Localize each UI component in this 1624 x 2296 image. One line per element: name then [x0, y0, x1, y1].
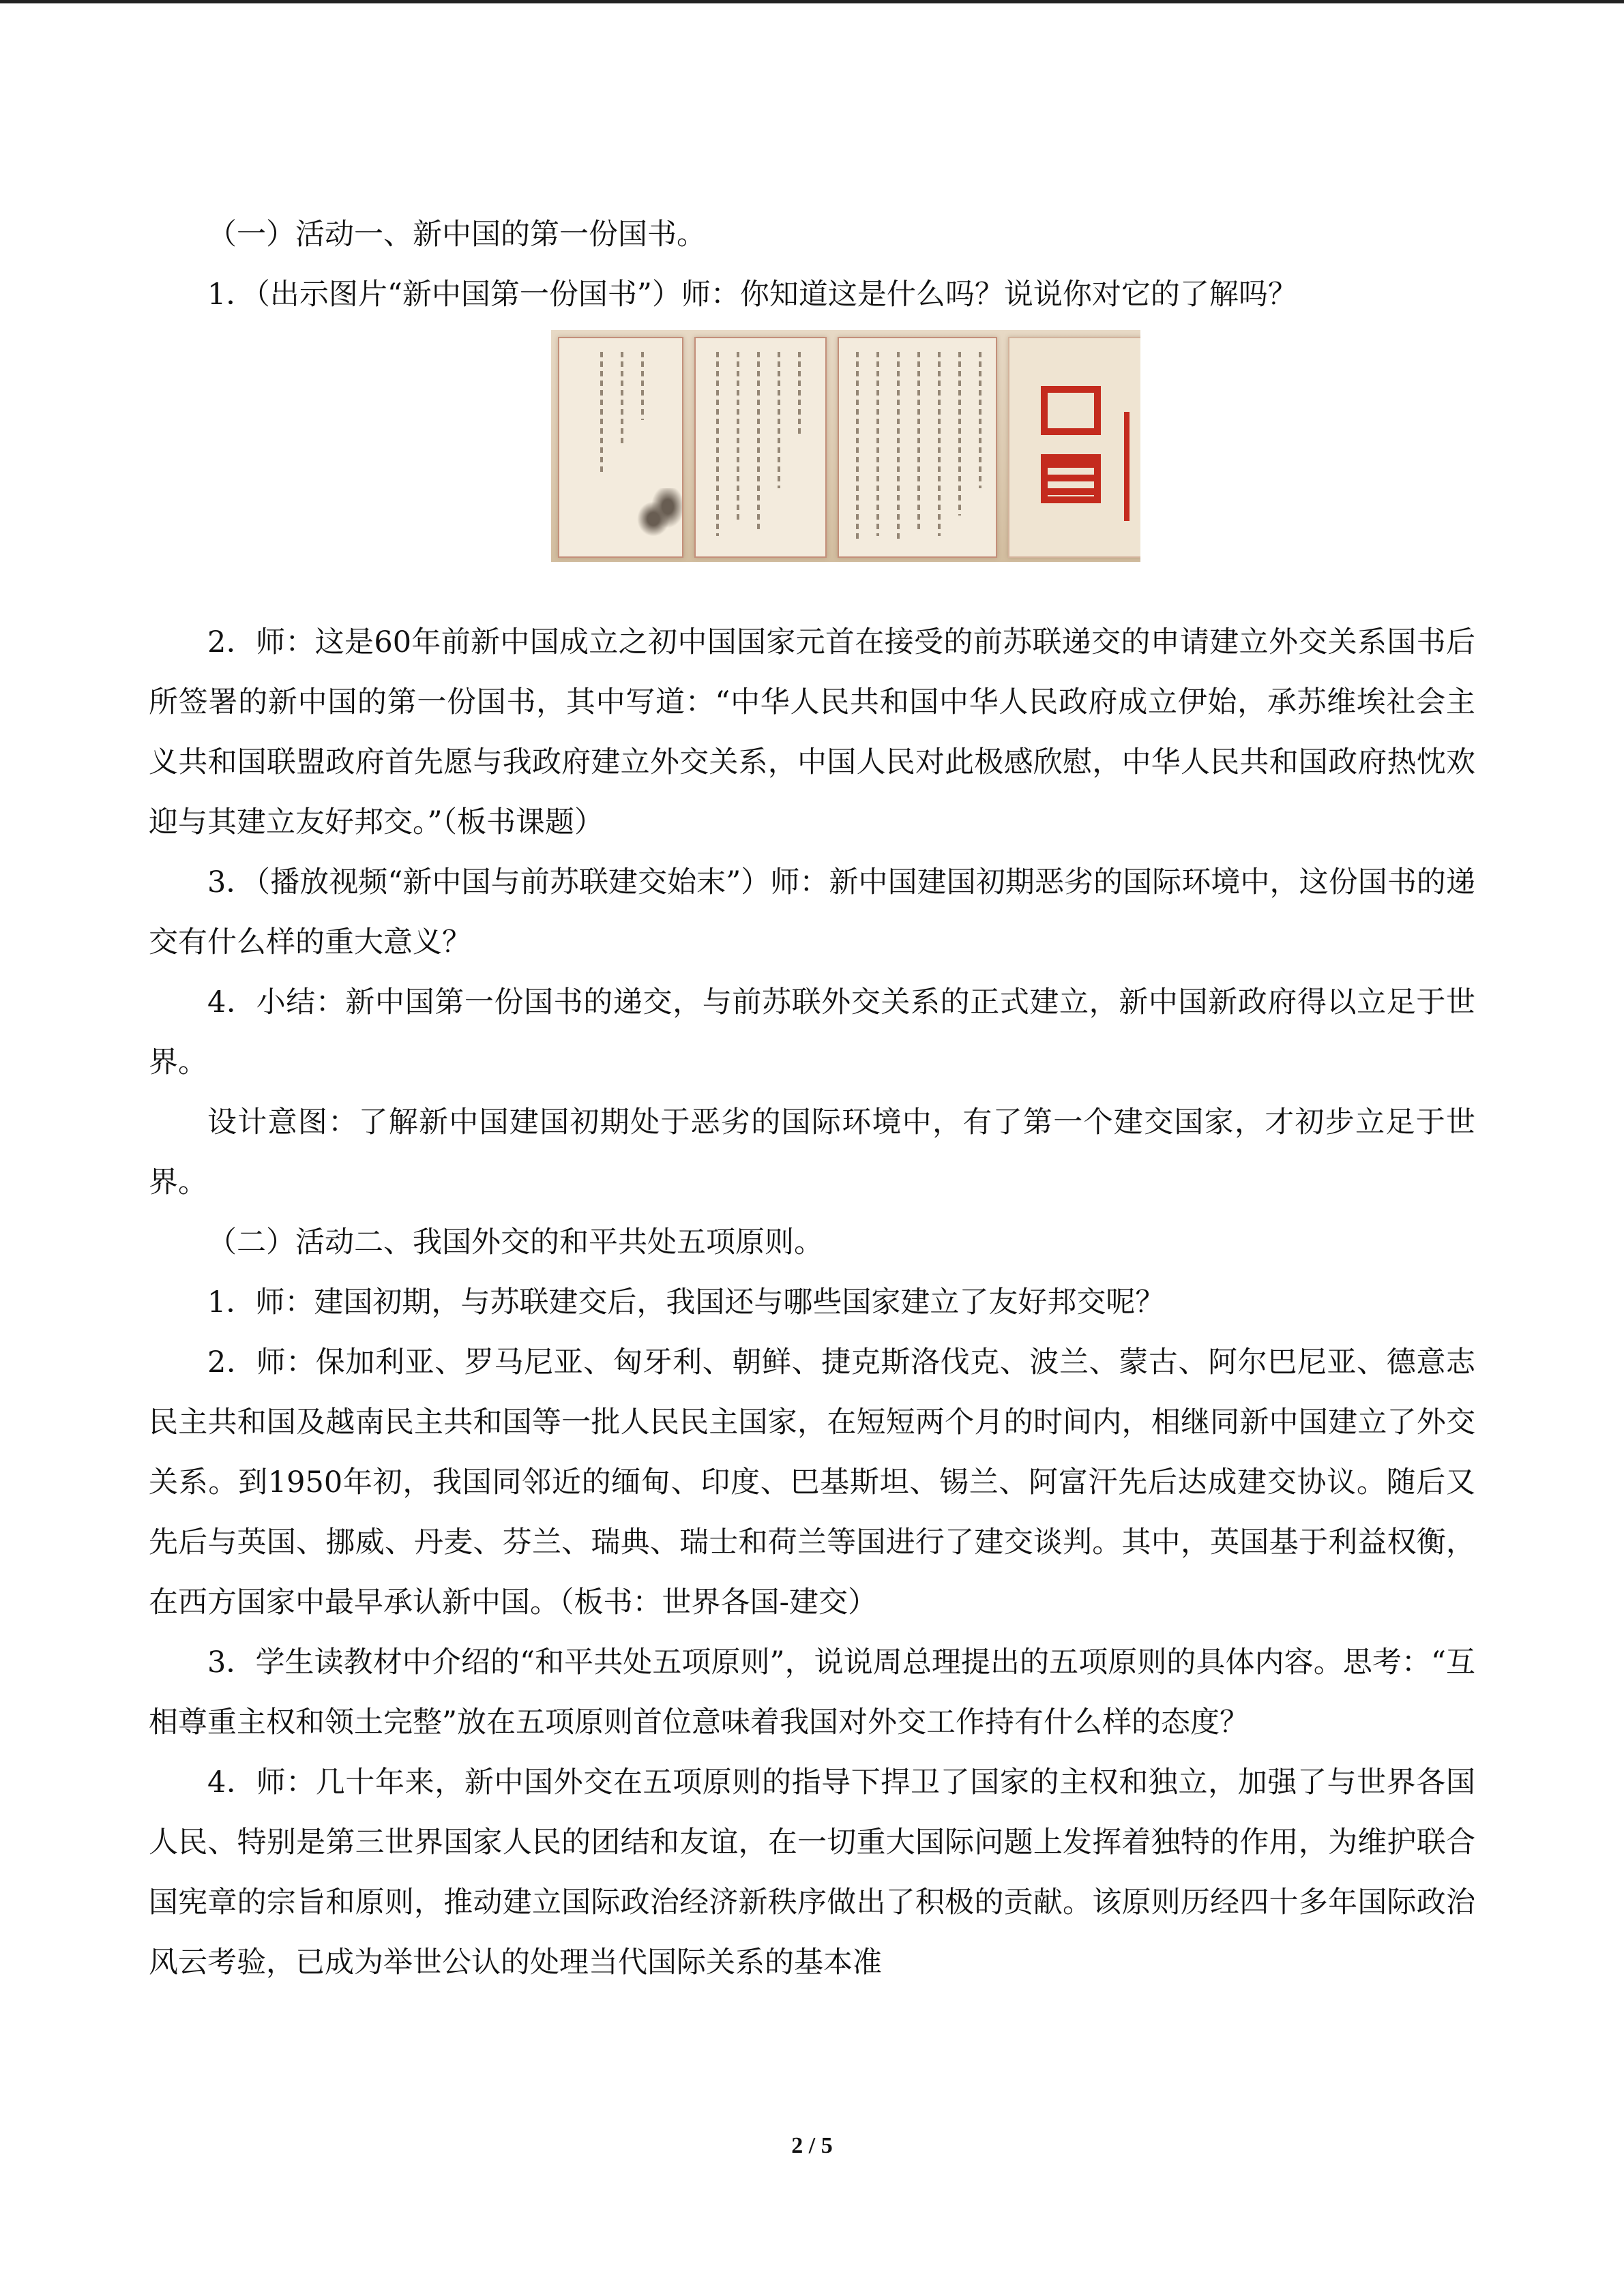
handwriting-column [958, 352, 961, 516]
seal-character-shu [1041, 454, 1101, 503]
activity-one-step-2: 2．师：这是60年前新中国成立之初中国国家元首在接受的前苏联递交的申请建立外交关系国书后所签署的新中国的第一份国书，其中写道：“中华人民共和国中华人民政府成立伊始，承苏维埃社会主义共和国联盟政府首先愿与我政府建立外交关系，中国人民对此极感欣慰，中华人民共和国政府热忱欢迎与其建立友好邦交。”（板书课题） [149, 625, 1475, 839]
activity-one-step-1: 1．（出示图片“新中国第一份国书”）师：你知道这是什么吗？说说你对它的了解吗？ [207, 278, 1297, 312]
handwriting-column [979, 352, 981, 488]
page-number: 2 / 5 [791, 2133, 833, 2158]
signature-mark [634, 488, 682, 550]
activity-one-step-3: 3．（播放视频“新中国与前苏联建交始末”）师：新中国建国初期恶劣的国际环境中，这份国书的递交有什么样的重大意义？ [149, 865, 1475, 959]
handwriting-column [600, 352, 603, 475]
activity-one-summary: 4．小结：新中国第一份国书的递交，与前苏联外交关系的正式建立，新中国新政府得以立足于世界。 [149, 985, 1475, 1079]
handwriting-column [737, 352, 739, 522]
activity-two-heading: （二）活动二、我国外交的和平共处五项原则。 [207, 1225, 823, 1259]
handwriting-column [757, 352, 760, 529]
top-border-line [0, 0, 1624, 3]
handwriting-column [641, 352, 644, 420]
letter-page-3 [838, 337, 997, 558]
seal-character-guo [1041, 386, 1101, 435]
design-intent: 设计意图：了解新中国建国初期处于恶劣的国际环境中，有了第一个建交国家，才初步立足于世界。 [149, 1105, 1475, 1199]
handwriting-column [621, 352, 623, 447]
handwriting-column [938, 352, 941, 536]
handwriting-column [876, 352, 879, 536]
cover-red-stripe [1124, 412, 1130, 521]
document-body [149, 205, 1475, 1993]
activity-one-heading: （一）活动一、新中国的第一份国书。 [207, 218, 706, 252]
letter-page-2 [694, 337, 827, 558]
activity-two-step-1: 1．师：建国初期，与苏联建交后，我国还与哪些国家建立了友好邦交呢？ [207, 1285, 1165, 1320]
handwriting-column [897, 352, 900, 543]
letter-page-1 [558, 337, 683, 558]
activity-two-step-2: 2．师：保加利亚、罗马尼亚、匈牙利、朝鲜、捷克斯洛伐克、波兰、蒙古、阿尔巴尼亚、德意志民主共和国及越南民主共和国等一批人民民主国家，在短短两个月的时间内，相继同新中国建立了外交关系。到1950年初，我国同邻近的缅甸、印度、巴基斯坦、锡兰、阿富汗先后达成建交协议。随后又先后与英国、挪威、丹麦、芬兰、瑞典、瑞士和荷兰等国进行了建交谈判。其中，英国基于利益权衡，在西方国家中最早承认新中国。（板书：世界各国-建交） [149, 1345, 1475, 1620]
first-state-letter-image [551, 330, 1140, 562]
handwriting-column [856, 352, 859, 543]
guoshu-figure-container [149, 330, 1475, 577]
handwriting-column [778, 352, 780, 488]
activity-two-step-4: 4．师：几十年来，新中国外交在五项原则的指导下捍卫了国家的主权和独立，加强了与世界各国人民、特别是第三世界国家人民的团结和友谊，在一切重大国际问题上发挥着独特的作用，为维护联合国宪章的宗旨和原则，推动建立国际政治经济新秩序做出了积极的贡献。该原则历经四十多年国际政治风云考验，已成为举世公认的处理当代国际关系的基本准 [149, 1765, 1475, 1980]
handwriting-column [798, 352, 801, 434]
handwriting-column [917, 352, 920, 529]
handwriting-column [716, 352, 719, 536]
activity-two-step-3: 3．学生读教材中介绍的“和平共处五项原则”，说说周总理提出的五项原则的具体内容。思考：“互相尊重主权和领土完整”放在五项原则首位意味着我国对外交工作持有什么样的态度？ [149, 1645, 1475, 1740]
letter-cover [1008, 337, 1140, 558]
